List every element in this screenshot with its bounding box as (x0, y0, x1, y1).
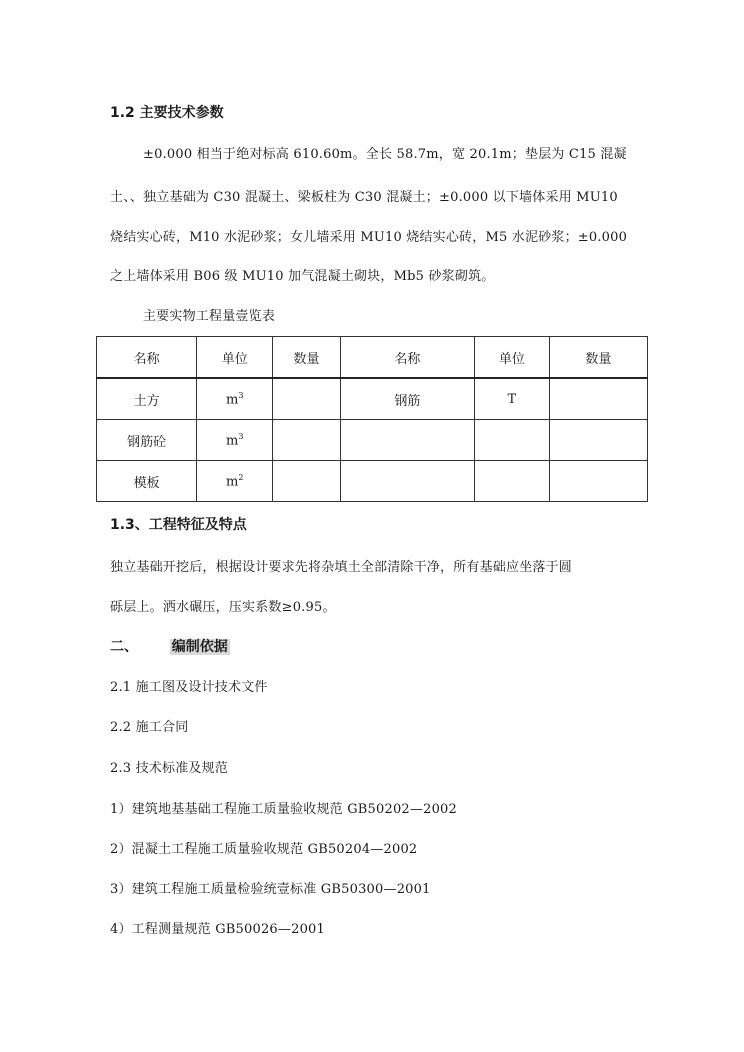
list-item: 4）工程测量规范 GB50026—2001 (110, 922, 325, 937)
header-cell-unit: 单位 (474, 337, 549, 379)
cell-quantity (273, 378, 341, 420)
table-header-row (97, 337, 648, 379)
unit-base: m (226, 474, 239, 490)
quantity-table (96, 336, 648, 502)
cell-unit: T (474, 378, 549, 420)
section-2-heading (110, 636, 230, 656)
paragraph-line: 砾层上。洒水碾压，压实系数≥0.95。 (110, 600, 336, 615)
section-2-number: 二、 (110, 639, 138, 655)
list-item: 2.1 施工图及设计技术文件 (110, 680, 268, 695)
cell-quantity (273, 420, 341, 461)
paragraph-line: 之上墙体采用 B06 级 MU10 加气混凝土砌块，Mb5 砂浆砌筑。 (110, 269, 495, 284)
table-caption: 主要实物工程量壹览表 (143, 309, 276, 324)
section-1-3-title: 1.3、工程特征及特点 (110, 517, 247, 533)
header-cell-unit: 单位 (197, 337, 273, 379)
cell-name: 钢筋砼 (97, 420, 197, 461)
header-cell-quantity: 数量 (273, 337, 341, 379)
cell-name: 土方 (97, 378, 197, 420)
cell-quantity (549, 378, 647, 420)
unit-exponent: 3 (238, 431, 244, 441)
table-row (97, 461, 648, 502)
header-cell-name: 名称 (97, 337, 197, 379)
table-row (97, 420, 648, 461)
unit-exponent: 3 (238, 390, 244, 400)
header-cell-quantity: 数量 (549, 337, 647, 379)
cell-name (340, 461, 474, 502)
unit-exponent: 2 (238, 472, 244, 482)
cell-name: 模板 (97, 461, 197, 502)
cell-unit (197, 378, 273, 420)
section-1-2-title: 1.2 主要技术参数 (110, 105, 224, 121)
cell-name: 钢筋 (340, 378, 474, 420)
paragraph-line: 烧结实心砖，M10 水泥砂浆；女儿墙采用 MU10 烧结实心砖，M5 水泥砂浆；±0.000 (110, 230, 628, 245)
cell-quantity (549, 420, 647, 461)
cell-unit (474, 461, 549, 502)
unit-base: m (226, 433, 239, 449)
unit-base: m (226, 392, 239, 408)
list-item: 2.2 施工合同 (110, 720, 189, 735)
cell-unit (474, 420, 549, 461)
cell-quantity (549, 461, 647, 502)
cell-unit (197, 420, 273, 461)
cell-quantity (273, 461, 341, 502)
paragraph-line: 独立基础开挖后，根据设计要求先将杂填土全部清除干净，所有基础应坐落于圆 (110, 560, 573, 575)
section-2-title: 编制依据 (171, 639, 228, 655)
cell-name (340, 420, 474, 461)
list-item: 2）混凝土工程施工质量验收规范 GB50204—2002 (110, 842, 418, 857)
paragraph-line: 土、、独立基础为 C30 混凝土、梁板柱为 C30 混凝土；±0.000 以下墙体采用 MU10 (110, 190, 618, 205)
list-item: 2.3 技术标准及规范 (110, 761, 229, 776)
header-cell-name: 名称 (340, 337, 474, 379)
list-item: 1）建筑地基基础工程施工质量验收规范 GB50202—2002 (110, 802, 457, 817)
list-item: 3）建筑工程施工质量检验统壹标准 GB50300—2001 (110, 882, 431, 897)
paragraph-line: ±0.000 相当于绝对标高 610.60m。全长 58.7m，宽 20.1m；垫层为 C15 混凝 (143, 147, 627, 162)
cell-unit (197, 461, 273, 502)
table-row (97, 378, 648, 420)
